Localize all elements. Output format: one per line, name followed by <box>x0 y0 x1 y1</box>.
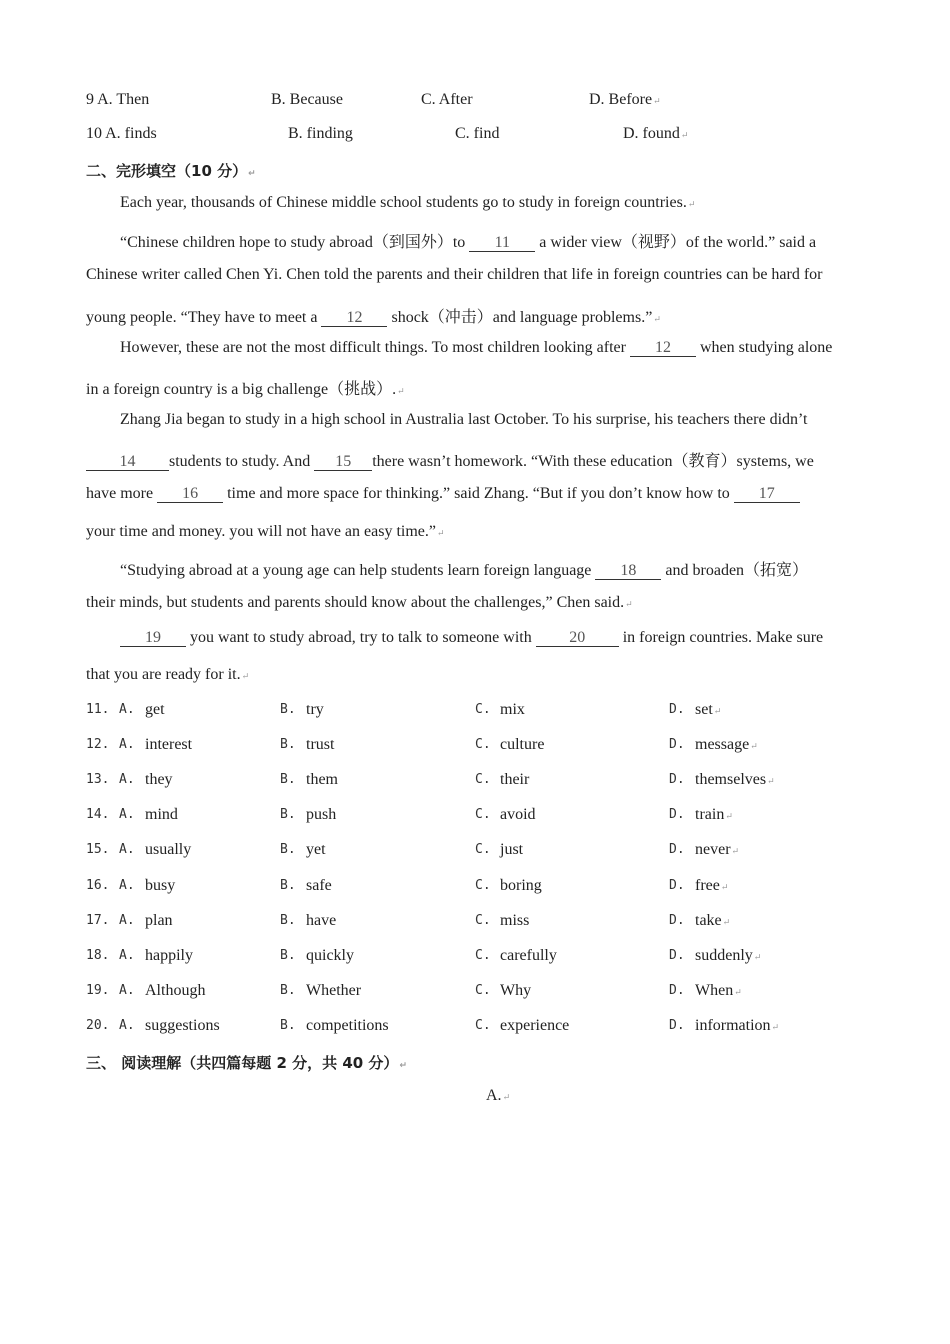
option-letter-b: B. <box>280 807 296 823</box>
option-letter-a: A. <box>119 807 135 823</box>
option-letter-a: A. <box>119 912 135 928</box>
option-b[interactable]: them <box>306 771 338 789</box>
option-d[interactable]: information↵ <box>695 1016 780 1034</box>
blank-16[interactable]: 16 <box>157 486 223 503</box>
question-number: 12. <box>86 737 110 753</box>
question-number: 20. <box>86 1017 110 1033</box>
q9-option-a: 9 A. Then <box>86 91 150 108</box>
passage-para-2-line-2: Chinese writer called Chen Yi. Chen told the parents and their children that life in foreign countries can be hard for <box>86 266 823 283</box>
option-letter-a: A. <box>119 982 135 998</box>
option-letter-c: C. <box>475 807 491 823</box>
blank-14[interactable]: 14 <box>86 454 169 471</box>
question-number: 19. <box>86 982 110 998</box>
option-c[interactable]: culture <box>500 736 545 754</box>
passage-para-3-line-1: However, these are not the most difficult things. To most children looking after 12 when studying alone <box>120 339 833 356</box>
blank-19[interactable]: 19 <box>120 630 186 647</box>
option-letter-c: C. <box>475 702 491 717</box>
option-b[interactable]: quickly <box>306 946 354 964</box>
q10-option-d: D. found↵ <box>623 125 689 142</box>
passage-a-label: A.↵ <box>486 1087 511 1104</box>
option-letter-a: A. <box>119 772 135 788</box>
option-letter-d: D. <box>669 912 685 928</box>
option-a[interactable]: suggestions <box>145 1016 220 1034</box>
option-c[interactable]: miss <box>500 911 530 929</box>
section2-heading: 二、完形填空（10 分）↵ <box>86 162 256 180</box>
option-letter-d: D. <box>669 702 685 717</box>
option-a[interactable]: usually <box>145 841 192 859</box>
option-d[interactable]: take↵ <box>695 911 731 929</box>
option-b[interactable]: push <box>306 806 337 824</box>
option-letter-c: C. <box>475 982 491 998</box>
option-letter-d: D. <box>669 982 685 998</box>
option-letter-b: B. <box>280 737 296 753</box>
question-number: 18. <box>86 947 110 963</box>
q10-option-a: 10 A. finds <box>86 125 157 142</box>
option-d[interactable]: train↵ <box>695 806 733 824</box>
blank-17[interactable]: 17 <box>734 486 800 503</box>
option-b[interactable]: Whether <box>306 981 362 999</box>
option-b[interactable]: have <box>306 911 337 929</box>
option-letter-a: A. <box>119 877 135 893</box>
option-letter-d: D. <box>669 1017 685 1033</box>
option-a[interactable]: they <box>145 771 173 789</box>
option-d[interactable]: free↵ <box>695 876 729 894</box>
option-letter-a: A. <box>119 737 135 753</box>
q9-option-d: D. Before↵ <box>589 91 661 108</box>
option-letter-b: B. <box>280 947 296 963</box>
question-number: 14. <box>86 807 110 823</box>
blank-12a[interactable]: 12 <box>321 310 387 327</box>
option-a[interactable]: mind <box>145 806 178 824</box>
option-a[interactable]: plan <box>145 911 173 929</box>
option-c[interactable]: carefully <box>500 946 557 964</box>
q9-option-c: C. After <box>421 91 473 108</box>
option-b[interactable]: safe <box>306 876 332 894</box>
passage-para-4-line-1: Zhang Jia began to study in a high school in Australia last October. To his surprise, his teachers there didn’t <box>120 411 808 428</box>
option-letter-d: D. <box>669 842 685 858</box>
option-letter-d: D. <box>669 737 685 753</box>
option-letter-d: D. <box>669 772 685 788</box>
option-a[interactable]: Although <box>145 981 206 999</box>
option-letter-d: D. <box>669 807 685 823</box>
blank-15[interactable]: 15 <box>314 454 372 471</box>
q10-option-c: C. find <box>455 125 500 142</box>
blank-11[interactable]: 11 <box>469 235 535 252</box>
option-b[interactable]: trust <box>306 736 335 754</box>
passage-para-3-line-2: in a foreign country is a big challenge（挑战）.↵ <box>86 381 405 398</box>
option-letter-b: B. <box>280 912 296 928</box>
option-letter-a: A. <box>119 1017 135 1033</box>
option-c[interactable]: mix <box>500 701 525 718</box>
question-number: 16. <box>86 877 110 893</box>
passage-para-5-line-2: their minds, but students and parents should know about the challenges,” Chen said.↵ <box>86 594 633 611</box>
passage-para-1: Each year, thousands of Chinese middle school students go to study in foreign countries.↵ <box>120 194 696 211</box>
option-b[interactable]: yet <box>306 841 326 859</box>
option-letter-b: B. <box>280 1017 296 1033</box>
option-letter-d: D. <box>669 877 685 893</box>
option-c[interactable]: boring <box>500 876 542 894</box>
question-number: 13. <box>86 772 110 788</box>
option-c[interactable]: experience <box>500 1016 570 1034</box>
option-letter-a: A. <box>119 947 135 963</box>
passage-para-4-line-2: 14 students to study. And 15 there wasn’t homework. “With these education（教育）systems, we <box>86 448 814 471</box>
option-letter-c: C. <box>475 737 491 753</box>
option-letter-b: B. <box>280 842 296 858</box>
q10-option-b: B. finding <box>288 125 353 142</box>
passage-para-5-line-1: “Studying abroad at a young age can help students learn foreign language 18 and broaden（拓宽） <box>120 562 809 579</box>
option-letter-d: D. <box>669 947 685 963</box>
passage-para-6-line-1: 19 you want to study abroad, try to talk to someone with 20 in foreign countries. Make sure <box>120 629 823 647</box>
option-letter-b: B. <box>280 702 296 717</box>
passage-para-4-line-3: have more 16 time and more space for thinking.” said Zhang. “But if you don’t know how to 17 <box>86 485 800 503</box>
question-number: 17. <box>86 912 110 928</box>
option-a[interactable]: happily <box>145 946 193 964</box>
question-number: 11. <box>86 702 110 717</box>
passage-para-6-line-2: that you are ready for it.↵ <box>86 666 250 683</box>
passage-para-2-line-1: “Chinese children hope to study abroad（到国外）to 11 a wider view（视野）of the world.” said a <box>120 234 817 251</box>
option-c[interactable]: their <box>500 771 530 789</box>
option-d[interactable]: suddenly↵ <box>695 946 762 964</box>
option-letter-a: A. <box>119 842 135 858</box>
option-letter-b: B. <box>280 982 296 998</box>
option-c[interactable]: just <box>500 841 524 859</box>
option-d[interactable]: never↵ <box>695 841 740 859</box>
passage-para-2-line-3: young people. “They have to meet a 12 shock（冲击）and language problems.”↵ <box>86 309 661 326</box>
option-letter-c: C. <box>475 842 491 858</box>
option-d[interactable]: When↵ <box>695 981 742 999</box>
option-c[interactable]: Why <box>500 981 532 999</box>
option-letter-c: C. <box>475 947 491 963</box>
q9-option-b: B. Because <box>271 91 343 108</box>
question-number: 15. <box>86 842 110 858</box>
option-b[interactable]: try <box>306 701 324 718</box>
blank-20[interactable]: 20 <box>536 630 619 647</box>
option-letter-a: A. <box>119 702 135 717</box>
blank-18[interactable]: 18 <box>595 563 661 580</box>
option-letter-b: B. <box>280 877 296 893</box>
option-d[interactable]: message↵ <box>695 736 758 754</box>
option-a[interactable]: get <box>145 701 165 718</box>
option-letter-c: C. <box>475 912 491 928</box>
passage-para-4-line-4: your time and money. you will not have an easy time.”↵ <box>86 523 445 540</box>
option-d[interactable]: themselves↵ <box>695 771 775 789</box>
option-letter-b: B. <box>280 772 296 788</box>
option-c[interactable]: avoid <box>500 806 536 824</box>
option-b[interactable]: competitions <box>306 1016 389 1034</box>
option-a[interactable]: busy <box>145 876 176 894</box>
option-letter-c: C. <box>475 877 491 893</box>
option-d[interactable]: set↵ <box>695 701 722 718</box>
option-a[interactable]: interest <box>145 736 193 754</box>
option-letter-c: C. <box>475 1017 491 1033</box>
option-letter-c: C. <box>475 772 491 788</box>
blank-12b[interactable]: 12 <box>630 340 696 357</box>
section3-heading: 三、 阅读理解（共四篇每题 2 分，共 40 分）↵ <box>86 1054 407 1072</box>
